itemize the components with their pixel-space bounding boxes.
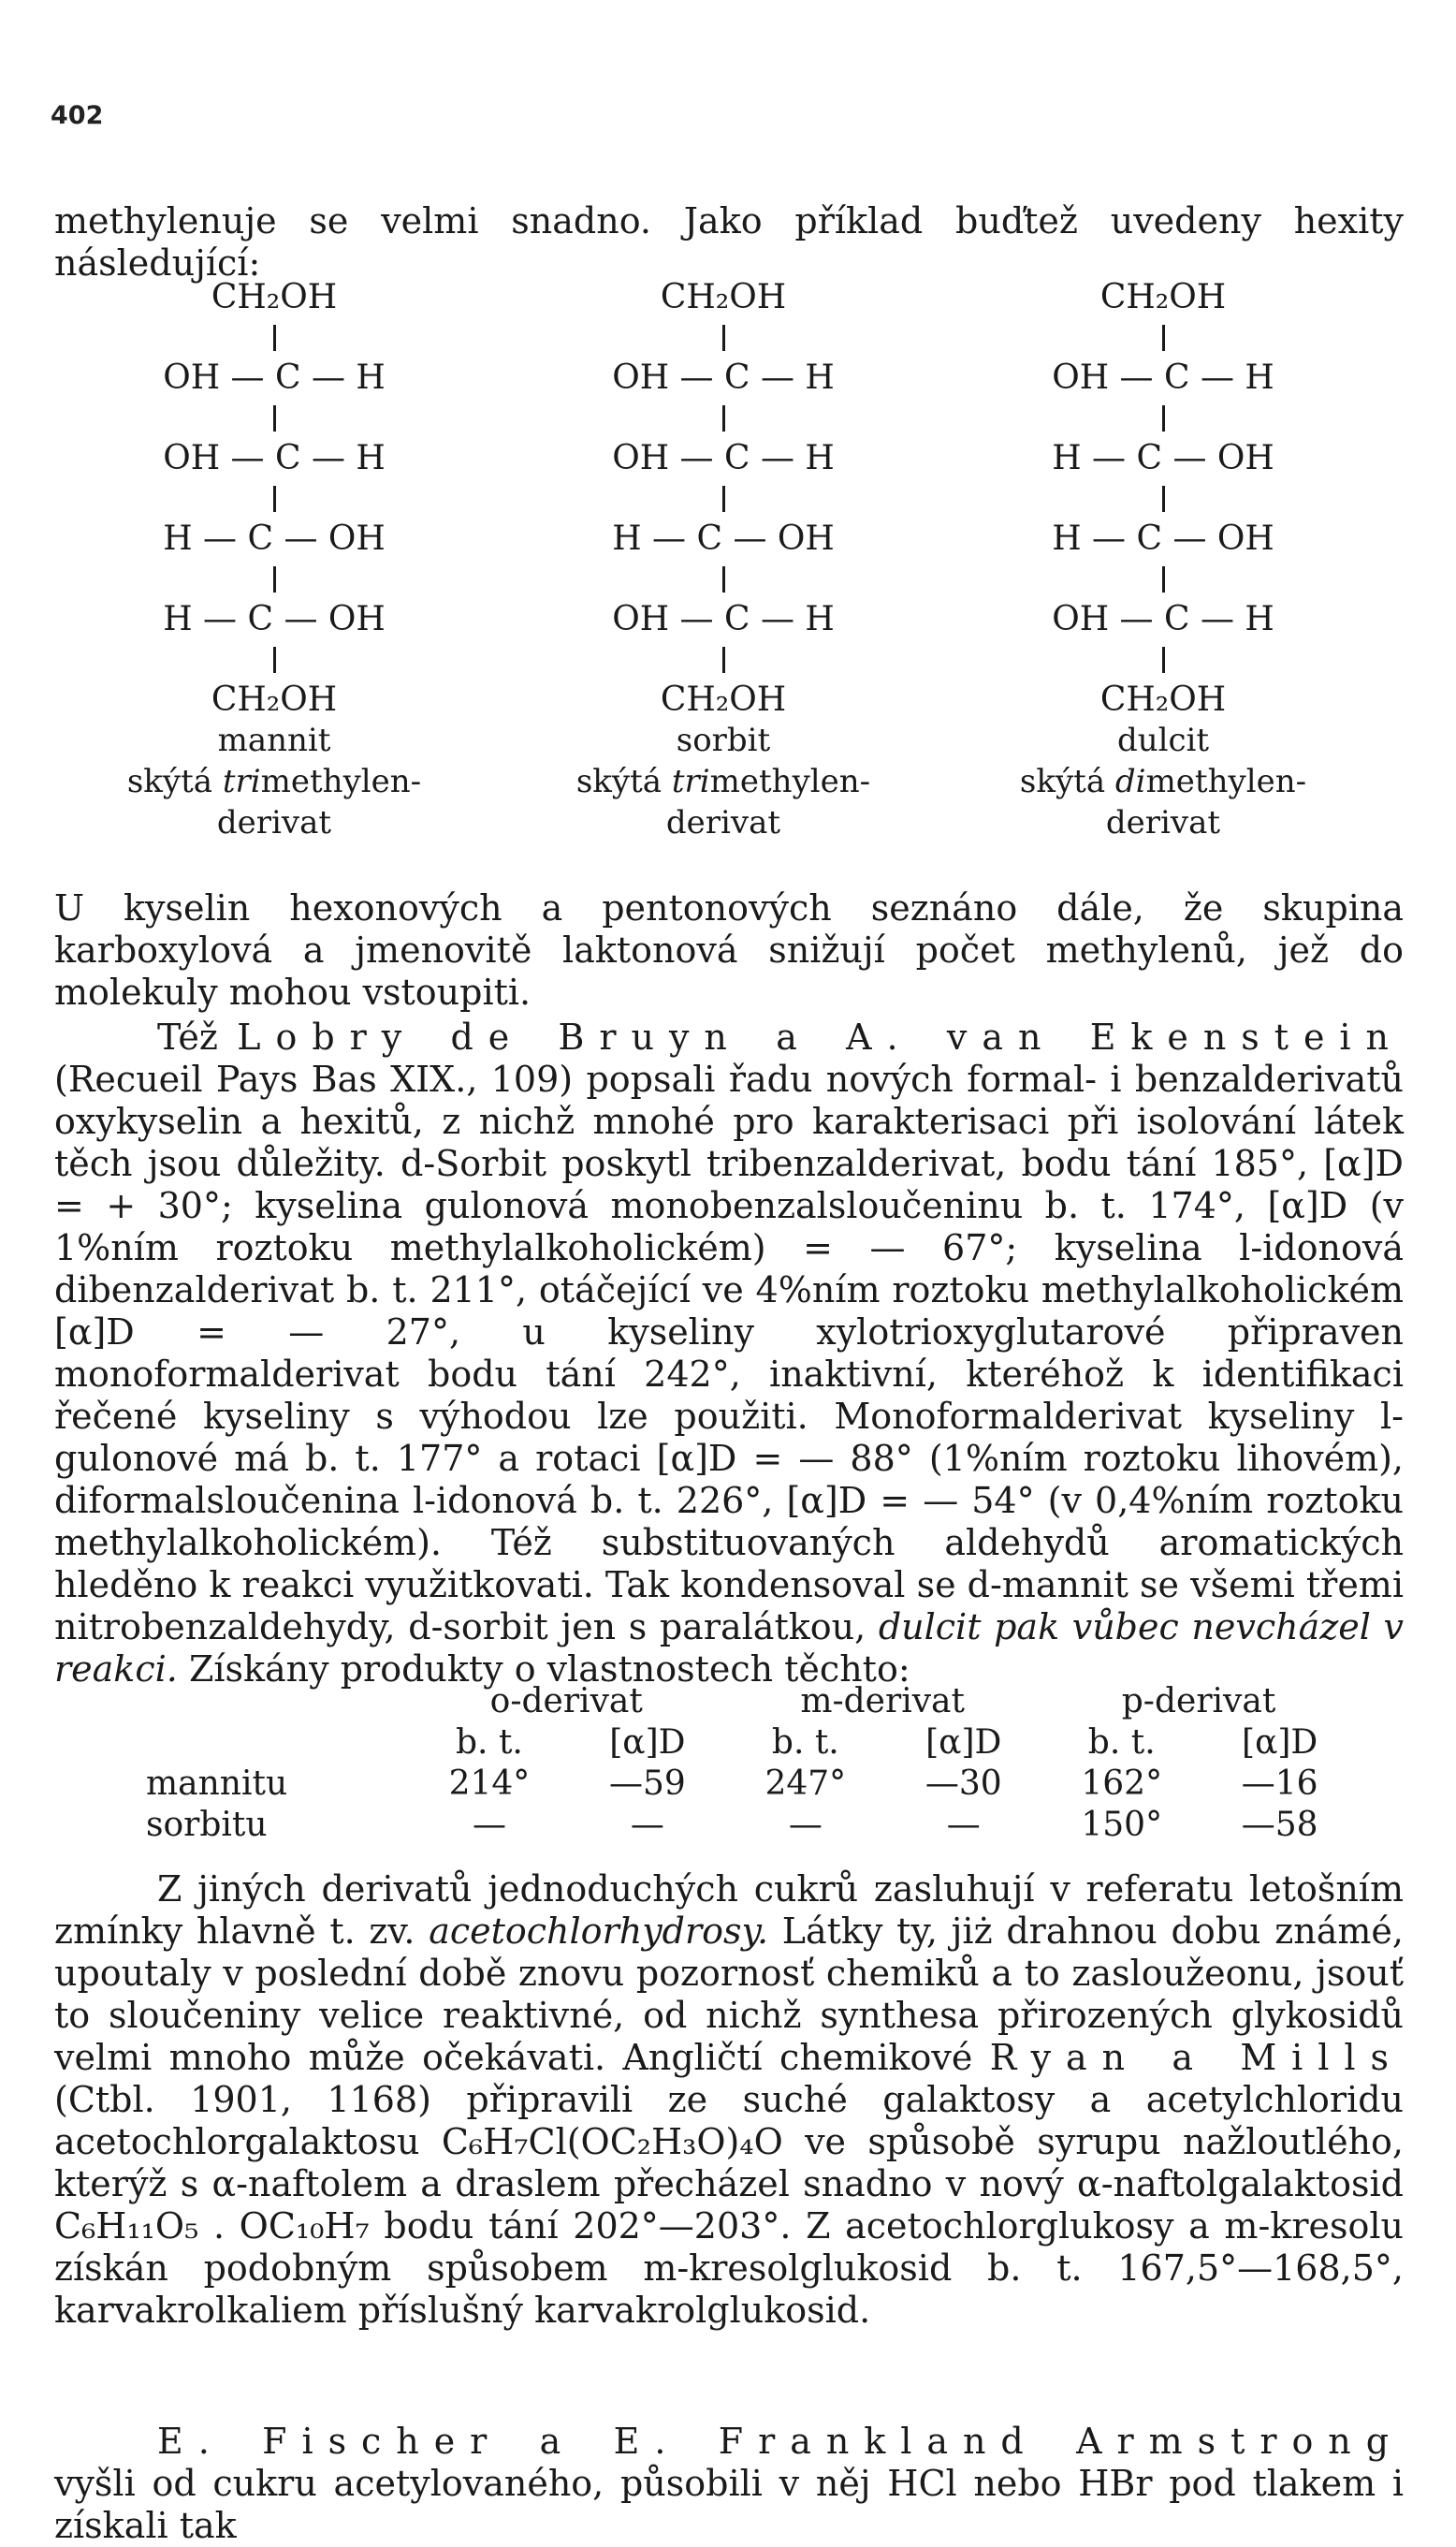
paragraph-text: U kyselin hexonových a pentonových seznáno dále, že skupina karboxylová a jmenovitě laktonová snižují počet methylenů, jež do molekuly mohou vstoupiti. <box>54 887 1404 1013</box>
table-cell: — <box>946 1806 981 1844</box>
table-cell: 150° <box>1081 1806 1163 1844</box>
formula-row: H — C — OH <box>1052 520 1274 558</box>
author-names: Ryan a Mills <box>989 2037 1404 2078</box>
table-subheader-cell: [α]D <box>925 1723 1002 1762</box>
formula-row: CH₂OH <box>211 278 338 316</box>
intro-paragraph <box>54 200 1404 285</box>
text-run: skýtá <box>126 763 223 800</box>
derivatives-table <box>140 1681 1357 1846</box>
table-cell: — <box>788 1806 823 1844</box>
formula-row: CH₂OH <box>1099 681 1227 719</box>
formula-row: OH — C — H <box>612 359 835 397</box>
paragraph-acetochlorhydrosy <box>54 1868 1404 2332</box>
group-m: m-derivat <box>800 1682 965 1720</box>
formula-mannit <box>54 277 494 843</box>
bond-line <box>943 317 1383 358</box>
table-subheader-cell: [α]D <box>609 1723 686 1762</box>
row-label: sorbitu <box>146 1806 268 1844</box>
italic-run: di <box>1114 763 1146 800</box>
bond-line <box>503 478 943 519</box>
formula-row: H — C — OH <box>163 600 386 638</box>
table-cell: —30 <box>925 1764 1002 1803</box>
paragraph-text <box>54 1868 1404 2332</box>
yields-line <box>943 761 1383 802</box>
bond-line <box>54 478 494 519</box>
italic-run: tri <box>222 763 261 800</box>
formula-row: H — C — OH <box>163 520 386 558</box>
hexit-name: dulcit <box>1116 722 1210 759</box>
table-cell: 247° <box>764 1764 847 1803</box>
text-run: (Recueil Pays Bas XIX., 109) popsali řadu nových formal- i benzalderivatů oxykyselin a hexitů, z nichž mnohé pro karakterisaci při isolování látek těch jsou důležity. d-Sorbit poskytl tribenzalderivat, bodu tání 185°, [α]D = + 30°; kyselina gulonová monobenzalsloučeninu b. t. 174°, [α]D (v 1%ním roztoku methylalkoholickém) = — 67°; kyselina l-idonová dibenzalderivat b. t. 211°, otáčející ve 4%ním roztoku methylalkoholickém [α]D = — 27°, u kyseliny xylotrioxyglutarové připraven monoformalderivat bodu tání 242°, inaktivní, kteréhož k identifikaci řečené kyseliny s výhodou lze použiti. Monoformalderivat kyseliny l-gulonové má b. t. 177° a rotaci [α]D = — 88° (1%ním roztoku lihovém), diformalsloučenina l-idonová b. t. 226°, [α]D = — 54° (v 0,4%ním roztoku methylalkoholickém). Též substituovaných aldehydů aromatických hleděno k reakci využitkovati. Tak kondensoval se d-mannit se všemi třemi nitrobenzaldehydy, d-sorbit jen s paralátkou, <box>54 1059 1404 1647</box>
italic-run: acetochlorhydrosy. <box>429 1910 769 1952</box>
table-cell: —16 <box>1241 1764 1318 1803</box>
formula-row: H — C — OH <box>1052 439 1274 477</box>
paragraph-text <box>54 1017 1404 1691</box>
italic-run: tri <box>671 763 710 800</box>
yields-line <box>503 761 943 802</box>
bond-line <box>54 317 494 358</box>
table-row <box>140 1764 1357 1805</box>
yields-line: derivat <box>216 804 332 842</box>
text-run: methylen- <box>260 763 422 800</box>
bond-line <box>943 559 1383 599</box>
table-cell: 214° <box>448 1764 531 1803</box>
text-run: methylen- <box>1145 763 1307 800</box>
italic-run: dulcit pak vůbec nevcházel v reakci. <box>54 1606 1404 1690</box>
paragraph-hexon-acids <box>54 887 1404 1014</box>
table-subheader-cell: b. t. <box>771 1723 839 1762</box>
formula-row: CH₂OH <box>660 681 787 719</box>
text-run: Z jiných derivatů jednoduchých cukrů zasluhují v referatu letošním zmínky hlavně t. zv. <box>54 1868 1404 1952</box>
table-cell: —59 <box>608 1764 686 1803</box>
bond-line <box>943 639 1383 680</box>
table-subheader-cell: b. t. <box>1087 1723 1156 1762</box>
formula-row: CH₂OH <box>1099 278 1227 316</box>
text-run: methylen- <box>709 763 871 800</box>
structural-formulas <box>54 277 1404 876</box>
yields-line <box>54 761 494 802</box>
table-cell: — <box>472 1806 506 1844</box>
formula-dulcit <box>943 277 1383 843</box>
row-label: mannitu <box>146 1764 288 1803</box>
table-row <box>140 1805 1357 1846</box>
bond-line <box>503 639 943 680</box>
formula-row: OH — C — H <box>163 359 386 397</box>
formula-row: OH — C — H <box>612 600 835 638</box>
yields-line: derivat <box>665 804 781 842</box>
bond-line <box>503 559 943 599</box>
formula-row: OH — C — H <box>1052 359 1274 397</box>
formula-row: H — C — OH <box>612 520 835 558</box>
hexit-name: mannit <box>217 722 331 759</box>
bond-line <box>503 317 943 358</box>
page-number: 402 <box>51 101 104 130</box>
text-run: skýtá <box>575 763 672 800</box>
table-group-header <box>140 1681 1357 1722</box>
table-cell: —58 <box>1241 1806 1318 1844</box>
text-run: Získány produkty o vlastnostech těchto: <box>177 1648 910 1690</box>
paragraph-fischer <box>54 2421 1404 2547</box>
text-run: vyšli od cukru acetylovaného, působili v něj HCl nebo HBr pod tlakem i získali tak <box>54 2463 1404 2546</box>
table-subheader-cell: [α]D <box>1242 1723 1318 1762</box>
text-run: Též <box>157 1017 218 1058</box>
formula-row: OH — C — H <box>1052 600 1274 638</box>
hexit-name: sorbit <box>676 722 771 759</box>
text-run: (Ctbl. 1901, 1168) připravili ze suché galaktosy a acetylchloridu acetochlorgalaktosu C₆H₇Cl(OC₂H₃O)₄O ve spůsobě syrupu nažloutlého, kterýž s α-naftolem a draslem přecházel snadno v nový α-naftolgalaktosid C₆H₁₁O₅ . OC₁₀H₇ bodu tání 202°—203°. Z acetochlorglukosy a m-kresolu získán podobným spůsobem m-kresolglukosid b. t. 167,5°—168,5°, karvakrolkaliem příslušný karvakrolglukosid. <box>54 2079 1404 2331</box>
yields-line: derivat <box>1105 804 1221 842</box>
formula-row: CH₂OH <box>660 278 787 316</box>
text-run: Látky ty, jiż drahnou dobu známé, upoutaly v poslední době znovu pozornosť chemiků a to zasloužeonu, jsouť to sloučeniny velice reaktivné, od nichž synthesa přirozených glykosidů velmi mnoho může očekávati. Angličtí chemikové <box>54 1910 1404 2078</box>
formula-row: CH₂OH <box>211 681 338 719</box>
bond-line <box>54 559 494 599</box>
intro-text: methylenuje se velmi snadno. Jako příklad buďtež uvedeny hexity následující: <box>54 200 1404 284</box>
paragraph-lobry <box>54 1017 1404 1691</box>
table-subheader-cell: b. t. <box>456 1723 523 1762</box>
table-cell: 162° <box>1081 1764 1163 1803</box>
bond-line <box>503 398 943 438</box>
table-subheader <box>140 1722 1357 1764</box>
table-cell: — <box>630 1806 664 1844</box>
paragraph-text <box>54 2421 1404 2547</box>
text-run: skýtá <box>1019 763 1115 800</box>
bond-line <box>943 478 1383 519</box>
formula-row: OH — C — H <box>612 439 835 477</box>
bond-line <box>54 639 494 680</box>
author-names: E. Fischer a E. Frankland Armstrong <box>157 2421 1404 2462</box>
bond-line <box>943 398 1383 438</box>
formula-row: OH — C — H <box>163 439 386 477</box>
formula-sorbit <box>503 277 943 843</box>
group-p: p-derivat <box>1121 1682 1276 1720</box>
author-names: Lobry de Bruyn a A. van Ekenstein <box>237 1017 1404 1058</box>
bond-line <box>54 398 494 438</box>
group-o: o-derivat <box>489 1682 643 1720</box>
